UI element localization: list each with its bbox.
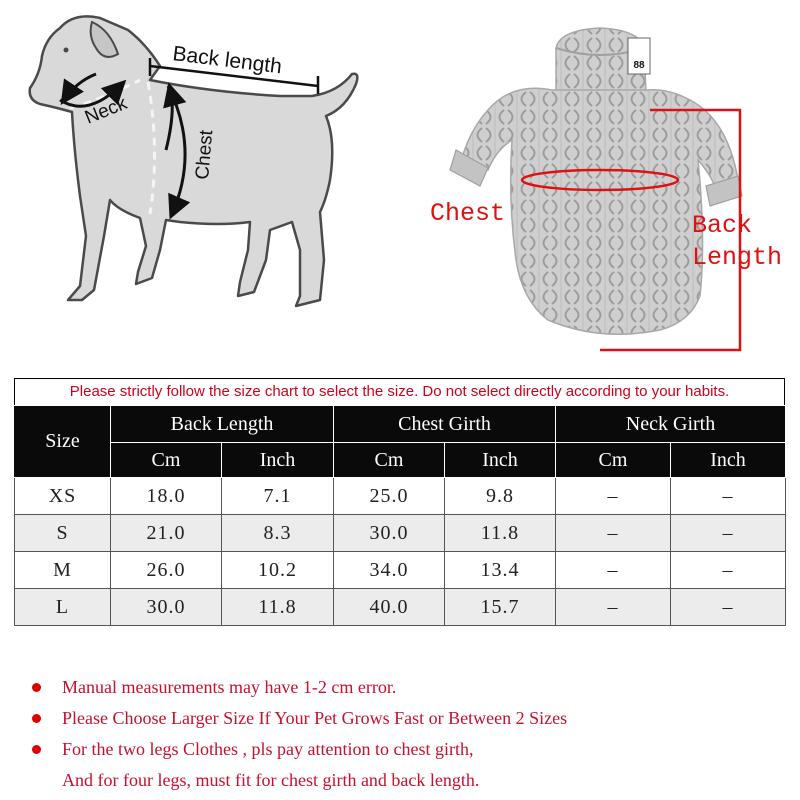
table-row	[15, 478, 786, 515]
table-row	[15, 589, 786, 626]
cell-size: L	[15, 589, 111, 626]
note-text: For the two legs Clothes , pls pay attention to chest girth,	[62, 739, 474, 759]
header-unit: Inch	[222, 443, 334, 478]
bullet-dot-icon	[32, 683, 41, 692]
dog-illustration	[30, 16, 358, 306]
header-unit: Inch	[671, 443, 786, 478]
header-back-length: Back Length	[111, 406, 334, 443]
size-chart-warning: Please strictly follow the size chart to select the size. Do not select directly according to your habits.	[14, 378, 785, 405]
note-text: Manual measurements may have 1-2 cm error.	[62, 677, 397, 697]
bullet-dot-icon	[32, 714, 41, 723]
note-item	[30, 734, 790, 765]
cell-value: –	[671, 552, 786, 589]
cell-value: 26.0	[111, 552, 222, 589]
table-row	[15, 552, 786, 589]
header-unit: Cm	[556, 443, 671, 478]
note-item	[30, 765, 790, 796]
dog-eye	[64, 48, 69, 53]
cell-value: 8.3	[222, 515, 334, 552]
size-table	[14, 405, 786, 626]
sweater-chest-label: Chest	[430, 199, 506, 228]
note-item	[30, 703, 790, 734]
cell-value: –	[671, 515, 786, 552]
cell-size: S	[15, 515, 111, 552]
cell-value: 30.0	[334, 515, 445, 552]
sweater-length-label: Length	[692, 243, 783, 272]
dog-back-length-label: Back length	[171, 42, 284, 79]
cell-value: –	[671, 589, 786, 626]
notes-list	[30, 672, 790, 796]
header-unit: Cm	[111, 443, 222, 478]
cell-value: 13.4	[445, 552, 556, 589]
cell-value: 9.8	[445, 478, 556, 515]
bullet-dot-icon	[32, 745, 41, 754]
cell-value: –	[556, 478, 671, 515]
cell-size: XS	[15, 478, 111, 515]
note-item	[30, 672, 790, 703]
cell-value: 11.8	[445, 515, 556, 552]
sweater-tag-text: 88	[633, 60, 645, 71]
note-text: And for four legs, must fit for chest girth and back length.	[62, 770, 480, 790]
table-row	[15, 515, 786, 552]
sweater-back-label: Back	[692, 211, 753, 240]
cell-value: –	[556, 589, 671, 626]
cell-value: 34.0	[334, 552, 445, 589]
cell-value: 25.0	[334, 478, 445, 515]
measurement-diagram	[0, 0, 800, 370]
cell-value: 7.1	[222, 478, 334, 515]
cell-value: –	[556, 552, 671, 589]
header-unit: Cm	[334, 443, 445, 478]
note-text: Please Choose Larger Size If Your Pet Grows Fast or Between 2 Sizes	[62, 708, 568, 728]
cell-value: 21.0	[111, 515, 222, 552]
cell-value: 10.2	[222, 552, 334, 589]
cell-value: 15.7	[445, 589, 556, 626]
cell-value: 40.0	[334, 589, 445, 626]
cell-value: 18.0	[111, 478, 222, 515]
dog-chest-label: Chest	[192, 129, 218, 181]
header-unit: Inch	[445, 443, 556, 478]
cell-value: –	[671, 478, 786, 515]
cell-value: 11.8	[222, 589, 334, 626]
size-chart	[14, 378, 785, 626]
sweater-illustration	[430, 28, 782, 350]
header-neck-girth: Neck Girth	[556, 406, 786, 443]
cell-value: –	[556, 515, 671, 552]
dog-neck-label: Neck	[82, 92, 131, 129]
header-chest-girth: Chest Girth	[334, 406, 556, 443]
header-size: Size	[15, 406, 111, 478]
cell-value: 30.0	[111, 589, 222, 626]
cell-size: M	[15, 552, 111, 589]
